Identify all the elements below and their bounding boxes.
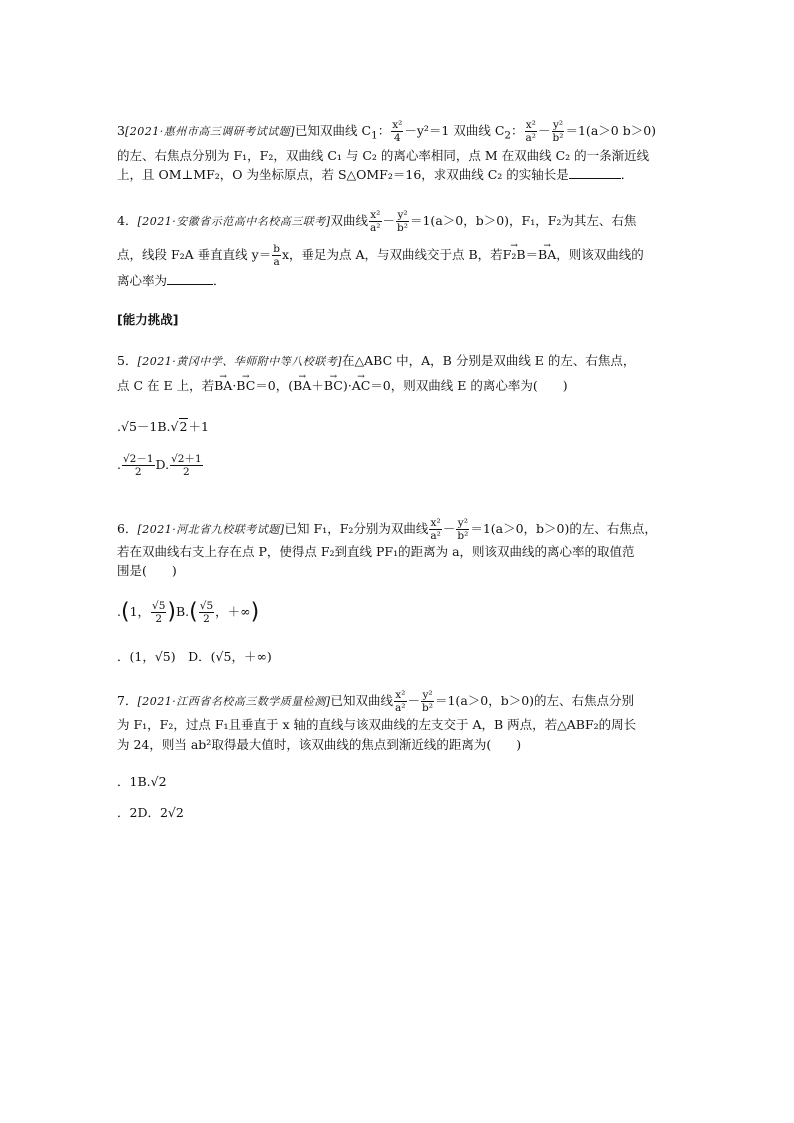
q3-frac1-num: x² (392, 119, 403, 131)
q3-frac1-den: 4 (393, 132, 401, 144)
q6-option-b-num: √5 (199, 600, 214, 612)
q6-line-3: 围是( ) (117, 563, 177, 578)
q3-sub-2: 2 (504, 129, 512, 142)
q5-text-d: ＝0，则双曲线 E 的离心率为( ) (370, 378, 568, 393)
q6-option-a-text: 1， (129, 604, 151, 619)
q7-text-b: ＝1(a＞0，b＞0)的左、右焦点分别 (434, 693, 635, 708)
q3-number: 3 (117, 123, 125, 138)
q4-line-2 (117, 243, 644, 268)
q4-fraction-2 (396, 209, 409, 234)
q4-answer-blank[interactable] (167, 272, 213, 285)
q7-options-ab: ．1B.√2 (117, 774, 167, 789)
section-heading: [能力挑战] (117, 312, 179, 327)
q6-fraction-2 (456, 517, 469, 542)
q6-options-cd: ．(1，√5) D．(√5，＋∞) (117, 649, 272, 664)
q5-vector-bc: → BC (236, 377, 255, 395)
q6-option-a-frac (151, 600, 166, 625)
q5-option-c (122, 453, 155, 478)
q4-fraction-3 (272, 243, 281, 268)
q6-options-ab: .(1， $\frac{√5}{2}$ )B.( $\frac{√5}{2}$ ，＋∞) (117, 599, 260, 625)
q5-option-d-den: 2 (183, 466, 190, 478)
q3-text-e: ＝1(a＞0 b＞0) (565, 123, 657, 138)
q4-text-d: x，垂足为点 A，与双曲线交于点 B，若 (281, 247, 503, 262)
q6-option-a-num: √5 (152, 600, 166, 612)
q7-frac2-num: y² (422, 689, 433, 701)
q6-option-a-open: ( (120, 599, 130, 625)
q4-vector-f2b: → F₂B (503, 246, 526, 264)
q3-frac2-den: a² (525, 132, 537, 144)
q6-line-2: 若在双曲线右支上存在点 P，使得点 F₂到直线 PF₁的距离为 a，则该双曲线的离心率的取值范 (117, 544, 635, 559)
q5-options-cd: . $\frac{√2-1}{2}$ D. $\frac{√2+1}{2}$ (117, 453, 202, 478)
q3-text-b: ： (377, 123, 391, 138)
q4-text-c: 点，线段 F₂A 垂直直线 y＝ (117, 247, 272, 262)
q5-option-c-den: 2 (134, 466, 142, 478)
q4-source: [2021·安徽省示范高中名校高三联考] (137, 215, 331, 228)
q6-option-b-den: 2 (203, 613, 210, 625)
q3-source: [2021·惠州市高三调研考试试题] (124, 125, 296, 138)
q5-option-b-tail: ＋1 (188, 419, 209, 434)
q3-text-a: 已知双曲线 C (295, 123, 372, 138)
q4-text-eq: ＝ (525, 247, 539, 262)
q6-text-a: 已知 F₁，F₂分别为双曲线 (284, 521, 429, 536)
q3-fraction-2 (525, 119, 537, 144)
q3-text-c: －y²＝1 双曲线 C (404, 123, 505, 138)
q6-option-a-close: ) (167, 599, 176, 625)
q5-option-d-label: D. (155, 457, 170, 472)
q3-sub-1: 1 (371, 129, 378, 142)
q6-option-b-frac (199, 600, 214, 625)
q7-line-1: 7．[2021·江西省名校高三数学质量检测]已知双曲线 $\frac{\text{x²}}{\text{a²}}$ － $\frac{\text{y²}}{\text{b²}}$ ＝1(a＞0，b＞0)的左、右焦点分别 (117, 689, 635, 714)
q7-fraction-2 (421, 689, 434, 714)
q5-options-ab: .√5－1B.√2＋1 (117, 419, 209, 434)
q4-number: 4． (117, 213, 138, 228)
q4-text-a: 双曲线 (330, 213, 369, 228)
q3-text-d: ： (511, 123, 524, 138)
q4-frac2-num: y² (397, 209, 408, 221)
q6-number: 6． (117, 521, 138, 536)
q7-options-cd: ．2D．2√2 (117, 805, 184, 820)
q4-line-3 (117, 272, 226, 290)
q3-frac3-den: b² (552, 132, 564, 144)
q4-text-e: ，则该双曲线的 (556, 247, 644, 262)
q7-text-a: 已知双曲线 (330, 693, 394, 708)
q6-option-b-text: ，＋∞ (215, 604, 251, 619)
q5-option-a: .√5－1 (117, 419, 158, 434)
q3-line3-text: 上，且 OM⊥MF₂，O 为坐标原点，若 S△OMF₂＝16，求双曲线 C₂ 的实轴长是 (117, 167, 569, 182)
q5-vector-ba: → BA (214, 377, 232, 395)
q5-source: [2021·黄冈中学、华师附中等八校联考] (137, 355, 343, 368)
q6-fraction-1 (429, 517, 441, 542)
q4-line3-end: ． (213, 273, 226, 288)
q6-option-b-close: ) (250, 599, 260, 625)
q5-vector-bc-2: → BC (324, 377, 343, 395)
q7-line-3: 为 24，则当 ab²取得最大值时，该双曲线的焦点到渐近线的距离为( ) (117, 737, 522, 752)
q5-vector-ba-2: → BA (293, 377, 311, 395)
q6-frac1-den: a² (430, 530, 441, 542)
q6-line-1: 6．[2021·河北省九校联考试题]已知 F₁，F₂分别为双曲线 $\frac{\text{x²}}{\text{a²}}$ － $\frac{\text{y²}}{\text{b²}}$ ＝1(a＞0，b＞0)的左、右焦点， (117, 517, 657, 542)
q6-option-b-label: B. (176, 604, 190, 619)
q7-source: [2021·江西省名校高三数学质量检测] (137, 695, 331, 708)
q6-text-b: ＝1(a＞0，b＞0)的左、右焦点， (470, 521, 657, 536)
q5-option-d-num: √2＋1 (171, 453, 202, 465)
q4-frac3-den: a (273, 256, 280, 268)
q7-frac1-num: x² (395, 689, 406, 701)
q3-fraction-1 (391, 119, 403, 144)
q7-frac2-den: b² (422, 702, 433, 714)
q4-fraction-1 (369, 209, 381, 234)
q5-option-d (170, 453, 203, 478)
q4-frac1-num: x² (370, 209, 381, 221)
q5-option-c-num: √2－1 (122, 453, 154, 465)
q5-line1-text: 在△ABC 中，A，B 分别是双曲线 E 的左、右焦点， (342, 353, 636, 368)
q6-option-b-open: ( (189, 599, 198, 625)
q5-vector-ac: → AC (352, 377, 371, 395)
q5-number: 5． (117, 353, 138, 368)
q5-text-b: ＝0，( (255, 378, 294, 393)
q3-frac3-num: y² (552, 119, 564, 131)
q4-text-b: ＝1(a＞0，b＞0)，F₁，F₂为其左、右焦 (409, 213, 637, 228)
q7-line-2: 为 F₁，F₂，过点 F₁且垂直于 x 轴的直线与该双曲线的左支交于 A，B 两点，若△ABF₂的周长 (117, 717, 637, 732)
q5-line-1 (117, 352, 635, 371)
q5-option-b-radicand: 2 (179, 419, 188, 434)
q4-frac3-num: b (273, 243, 280, 255)
q3-answer-blank[interactable] (569, 166, 621, 179)
q5-text-a: 点 C 在 E 上，若 (117, 378, 215, 393)
q3-fraction-3 (552, 119, 565, 144)
q3-line3-end: ． (620, 167, 634, 182)
q5-text-c: )· (342, 378, 352, 393)
q6-frac2-den: b² (457, 530, 469, 542)
q7-fraction-1 (394, 689, 406, 714)
q7-frac1-den: a² (395, 702, 406, 714)
q6-frac1-num: x² (430, 517, 441, 529)
q6-option-a-den: 2 (155, 613, 163, 625)
q6-frac2-num: y² (457, 517, 468, 529)
q4-line3-text: 离心率为 (117, 273, 168, 288)
q4-line-1: 4．[2021·安徽省示范高中名校高三联考]双曲线 $\frac{\text{x²}}{\text{a²}}$ － $\frac{\text{y²}}{\text{b²}}$ ＝1(a＞0，b＞0)，F₁，F₂为其左、右焦 (117, 209, 637, 234)
q3-line-1: 3[2021·惠州市高三调研考试试题]已知双曲线 $C_1$： $\frac{\text{x²}}{4}$ －y²＝1 双曲线 $C_2$： $\frac{\text{x²}}{\text{a²}}$ － $\frac{\text{y²}}{\text{b²}}$ ＝1(a＞0 b＞0) (117, 119, 657, 144)
q7-number: 7． (117, 693, 138, 708)
q5-line-2: 点 C 在 E 上，若→ BA·→ BC＝0，(→ BA＋→ BC)·→ AC＝0，则双曲线 E 的离心率为( ) (117, 377, 568, 395)
q4-frac2-den: b² (397, 222, 408, 234)
q6-source: [2021·河北省九校联考试题] (137, 523, 285, 536)
q3-frac2-num: x² (525, 119, 536, 131)
q5-option-b-label: B. (157, 419, 171, 434)
q3-line-3 (117, 166, 633, 184)
q3-line-2: 的左、右焦点分别为 F₁，F₂，双曲线 C₁ 与 C₂ 的离心率相同，点 M 在双曲线 C₂ 的一条渐近线 (117, 148, 650, 163)
q4-vector-ba: → BA (538, 246, 556, 264)
q4-frac1-den: a² (370, 222, 381, 234)
